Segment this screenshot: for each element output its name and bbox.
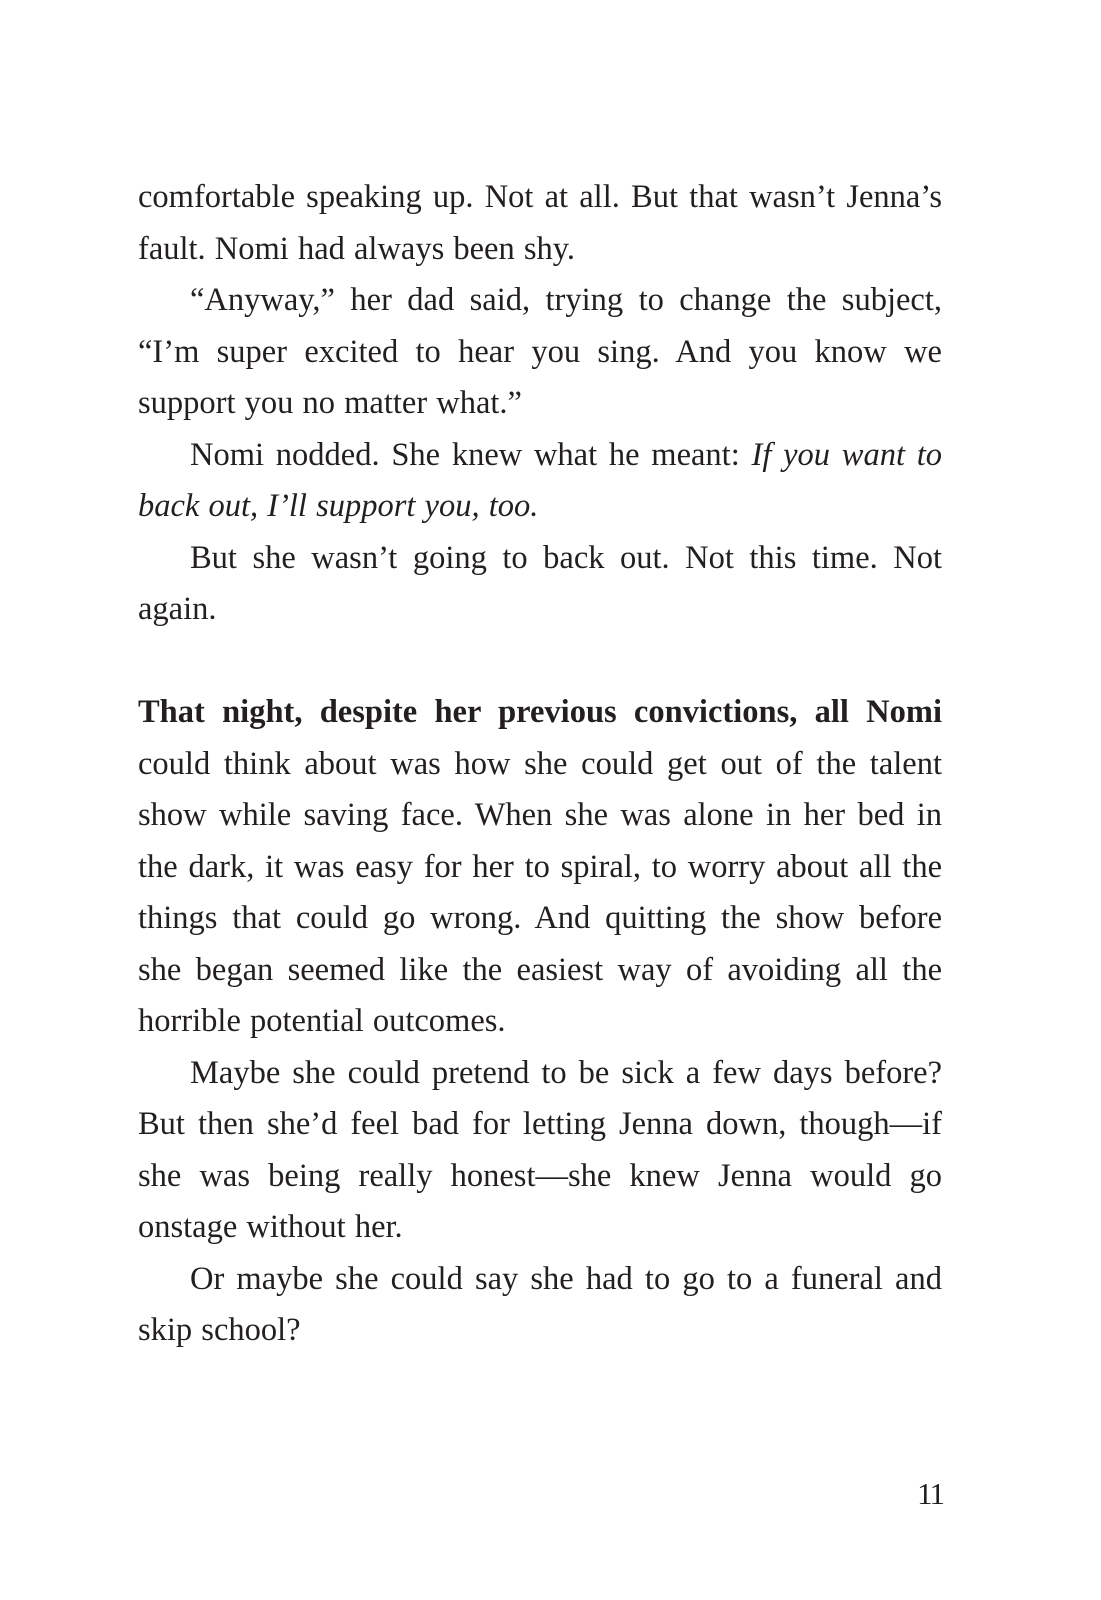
paragraph-text: could think about was how she could get out of the talent show while saving face. When she was alone in her bed in the dark, it was easy for her to spiral, to worry about all the things that could go wrong. And quitting the show before she began seemed like the easiest way of avoiding all the horrible potential outcomes. xyxy=(138,745,942,1039)
body-text xyxy=(138,172,942,1357)
paragraph-continuation: comfortable speaking up. Not at all. But that wasn’t Jenna’s fault. Nomi had always been shy. xyxy=(138,179,942,267)
paragraph-nomi-nodded xyxy=(138,430,942,533)
italic-thought: If you want to back out, I’ll support you, too. xyxy=(138,436,943,524)
paragraph-funeral: Or maybe she could say she had to go to a funeral and skip school? xyxy=(138,1260,942,1348)
paragraph-scene-break-start xyxy=(138,687,942,1048)
paragraph-pretend-sick: Maybe she could pretend to be sick a few days before? But then she’d feel bad for letting Jenna down, though—if she was being really honest—she knew Jenna would go onstage without her. xyxy=(138,1054,942,1245)
paragraph-dialogue-dad: “Anyway,” her dad said, trying to change the subject, “I’m super excited to hear you sing. And you know we support you no matter what.” xyxy=(138,282,942,421)
bold-lead-in: That night, despite her previous convictions, all Nomi xyxy=(138,694,942,730)
paragraph-not-backing-out: But she wasn’t going to back out. Not this time. Not again. xyxy=(138,539,942,627)
paragraph-text: Nomi nodded. She knew what he meant: xyxy=(190,436,752,473)
page-number: 11 xyxy=(917,1476,943,1511)
